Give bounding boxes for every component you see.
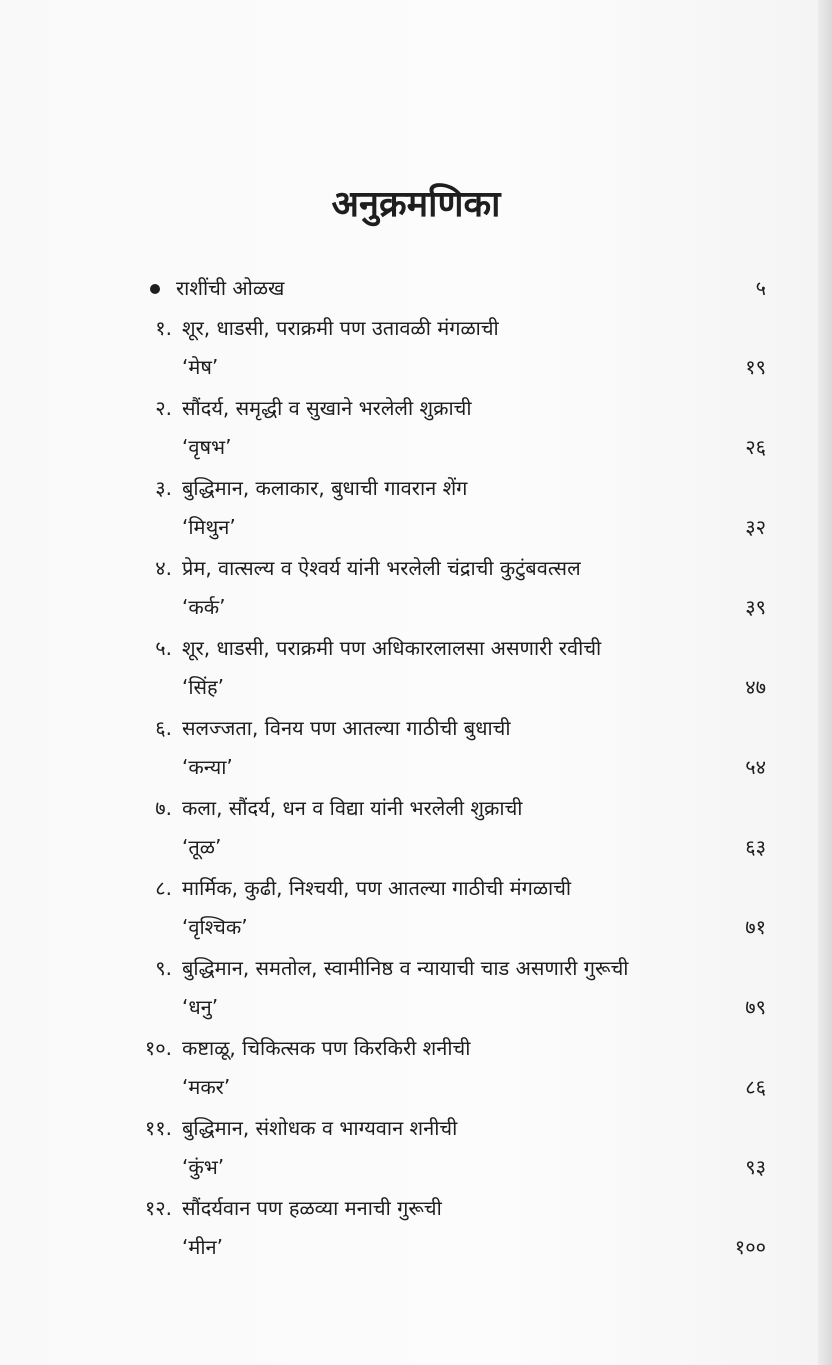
toc-entry-sign: ‘कर्क’: [182, 595, 226, 619]
toc-entry-title: प्रेम, वात्सल्य व ऐश्वर्य यांनी भरलेली चंद्राची कुटुंबवत्सल: [182, 556, 581, 580]
toc-entry-title: बुद्धिमान, संशोधक व भाग्यवान शनीची: [182, 1116, 458, 1140]
toc-entry: [0, 950, 832, 1030]
toc-entry-page: ५: [755, 276, 766, 300]
toc-entry-sign: ‘मेष’: [182, 355, 219, 379]
toc-entry-number: १०.: [144, 1036, 172, 1060]
toc-entry-number: २.: [155, 396, 172, 420]
toc-entry-title: शूर, धाडसी, पराक्रमी पण अधिकारलालसा असणारी रवीची: [182, 636, 602, 660]
toc-entry: [0, 1110, 832, 1190]
toc-entry-title: मार्मिक, कुढी, निश्चयी, पण आतल्या गाठीची मंगळाची: [182, 876, 572, 900]
toc-entry: [0, 710, 832, 790]
toc-entry: [0, 1030, 832, 1110]
toc-entry: [0, 630, 832, 710]
toc-entry-number: ६.: [155, 716, 172, 740]
toc-entry-title: कला, सौंदर्य, धन व विद्या यांनी भरलेली शुक्राची: [182, 796, 523, 820]
toc-entry-number: ३.: [155, 476, 172, 500]
toc-entry-page: ३९: [745, 595, 766, 619]
toc-entry-title: शूर, धाडसी, पराक्रमी पण उतावळी मंगळाची: [182, 316, 499, 340]
page-title: अनुक्रमणिका: [331, 184, 501, 225]
toc-entry-number: ४.: [155, 556, 172, 580]
toc-entry-number: ९.: [155, 956, 172, 980]
toc-entry-sign: ‘मिथुन’: [182, 515, 236, 539]
toc-entry-page: ७९: [745, 995, 766, 1019]
toc-entry: [0, 870, 832, 950]
toc-entry-title: बुद्धिमान, कलाकार, बुधाची गावरान शेंग: [182, 476, 468, 500]
bullet-icon: [150, 284, 160, 294]
toc-entry-sign: ‘तूळ’: [182, 835, 222, 859]
toc-entry: [0, 790, 832, 870]
toc-entry-number: ७.: [155, 796, 172, 820]
toc-entry-title: राशींची ओळख: [176, 276, 285, 300]
toc-entry-page: ६३: [745, 835, 766, 859]
toc-entry-number: ११.: [144, 1116, 172, 1140]
toc-entry-sign: ‘मकर’: [182, 1075, 231, 1099]
toc-entry-page: ९३: [745, 1155, 766, 1179]
toc-entry-sign: ‘मीन’: [182, 1235, 223, 1259]
toc-entry: [0, 310, 832, 390]
table-of-contents: [0, 270, 832, 1270]
toc-entry-page: १९: [745, 355, 766, 379]
toc-entry-sign: ‘धनु’: [182, 995, 219, 1019]
toc-entry-page: २६: [745, 435, 766, 459]
toc-entry-number: ५.: [155, 636, 172, 660]
toc-entry-page: ३२: [745, 515, 766, 539]
toc-entry-sign: ‘वृषभ’: [182, 435, 232, 459]
toc-entry-title: सौंदर्य, समृद्धी व सुखाने भरलेली शुक्राची: [182, 396, 472, 420]
toc-entry-title: बुद्धिमान, समतोल, स्वामीनिष्ठ व न्यायाची चाड असणारी गुरूची: [182, 956, 629, 980]
toc-entry-page: १००: [734, 1235, 766, 1259]
toc-entry-title: सलज्जता, विनय पण आतल्या गाठीची बुधाची: [182, 716, 511, 740]
toc-entry-sign: ‘कुंभ’: [182, 1155, 225, 1179]
toc-entry: [0, 550, 832, 630]
toc-entry: [0, 470, 832, 550]
toc-entry-number: ८.: [155, 876, 172, 900]
toc-entry-page: ७१: [745, 915, 766, 939]
toc-entry-sign: ‘वृश्चिक’: [182, 915, 248, 939]
toc-entry-number: १२.: [144, 1196, 172, 1220]
toc-entry: [0, 1190, 832, 1270]
toc-entry-page: ५४: [745, 755, 766, 779]
toc-entry-sign: ‘कन्या’: [182, 755, 233, 779]
toc-entry: [0, 390, 832, 470]
toc-entry-number: १.: [155, 316, 172, 340]
toc-entry-page: ४७: [745, 675, 766, 699]
toc-entry-title: कष्टाळू, चिकित्सक पण किरकिरी शनीची: [182, 1036, 471, 1060]
toc-entry-page: ८६: [745, 1075, 766, 1099]
toc-entry-sign: ‘सिंह’: [182, 675, 225, 699]
toc-intro-entry: [0, 270, 832, 310]
toc-entry-title: सौंदर्यवान पण हळव्या मनाची गुरूची: [182, 1196, 442, 1220]
